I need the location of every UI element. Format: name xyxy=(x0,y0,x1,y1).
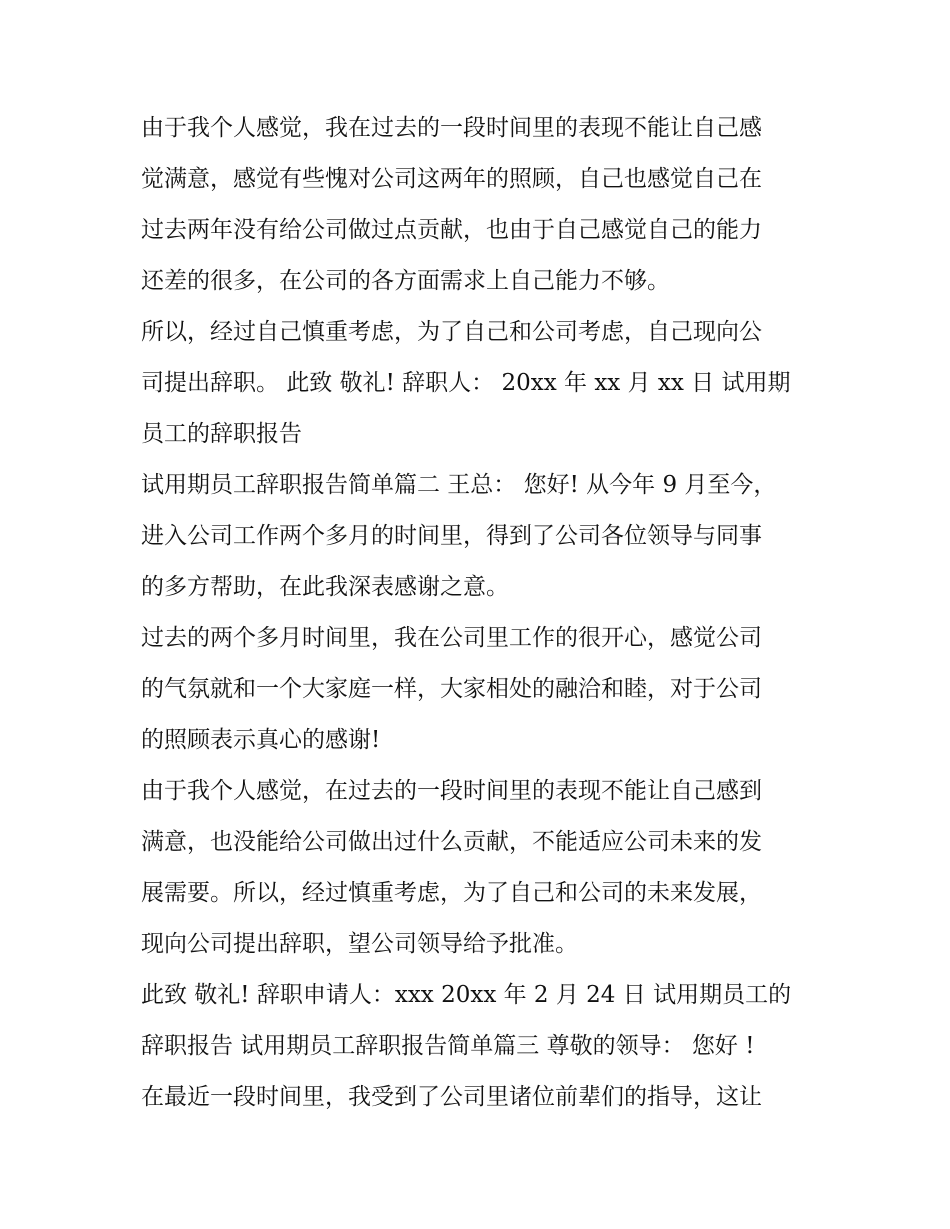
text-line: 由于我个人感觉，在过去的一段时间里的表现不能让自己感到 xyxy=(141,778,762,804)
text-line: 过去两年没有给公司做过点贡献，也由于自己感觉自己的能力 xyxy=(141,217,762,243)
text-line: 展需要。所以，经过慎重考虑，为了自己和公司的未来发展， xyxy=(141,880,762,906)
text-line: 由于我个人感觉，我在过去的一段时间里的表现不能让自己感 xyxy=(141,115,762,141)
text-line: 此致 敬礼! 辞职申请人：xxx 20xx 年 2 月 24 日 试用期员工的 xyxy=(141,982,792,1008)
text-line: 在最近一段时间里，我受到了公司里诸位前辈们的指导，这让 xyxy=(141,1084,762,1110)
text-line: 试用期员工辞职报告简单篇二 王总： 您好! 从今年 9 月至今， xyxy=(141,472,777,498)
text-line: 的气氛就和一个大家庭一样，大家相处的融洽和睦，对于公司 xyxy=(141,676,762,702)
text-line: 觉满意，感觉有些愧对公司这两年的照顾，自己也感觉自己在 xyxy=(141,166,762,192)
text-line: 进入公司工作两个多月的时间里，得到了公司各位领导与同事 xyxy=(141,523,762,549)
text-line: 的照顾表示真心的感谢! xyxy=(141,727,381,753)
text-line: 满意，也没能给公司做出过什么贡献，不能适应公司未来的发 xyxy=(141,829,762,855)
text-line: 司提出辞职。 此致 敬礼! 辞职人： 20xx 年 xx 月 xx 日 试用期 xyxy=(141,370,791,396)
text-line: 过去的两个多月时间里，我在公司里工作的很开心，感觉公司 xyxy=(141,625,762,651)
text-line: 还差的很多，在公司的各方面需求上自己能力不够。 xyxy=(141,268,670,294)
text-line: 员工的辞职报告 xyxy=(141,421,302,447)
text-line: 的多方帮助，在此我深表感谢之意。 xyxy=(141,574,509,600)
document-body xyxy=(141,103,821,1123)
text-line: 所以，经过自己慎重考虑，为了自己和公司考虑，自己现向公 xyxy=(141,319,762,345)
text-line: 辞职报告 试用期员工辞职报告简单篇三 尊敬的领导： 您好 ! xyxy=(141,1033,755,1059)
text-line: 现向公司提出辞职，望公司领导给予批准。 xyxy=(141,931,578,957)
